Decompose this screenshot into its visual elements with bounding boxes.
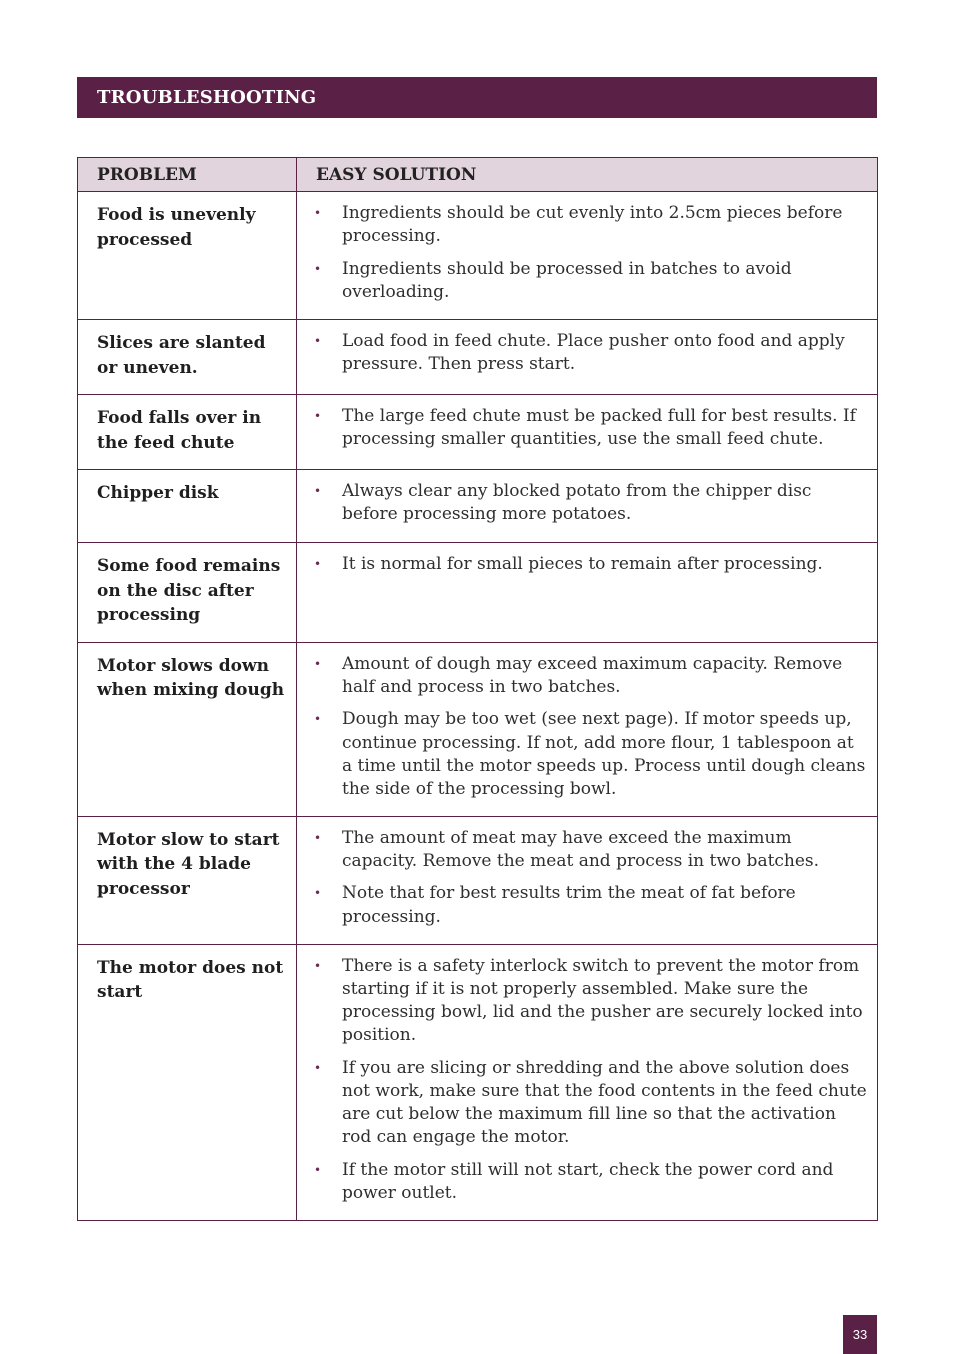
section-title: TROUBLESHOOTING [97, 87, 317, 108]
solution-cell [297, 192, 878, 320]
solution-item: • Note that for best results trim the meat of fat before processing. [314, 882, 869, 928]
table-row [78, 395, 878, 470]
solution-item: • It is normal for small pieces to remain after processing. [314, 553, 869, 576]
solution-cell [297, 320, 878, 395]
column-header-problem: PROBLEM [78, 158, 297, 192]
table-row [78, 192, 878, 320]
solution-cell [297, 816, 878, 944]
problem-cell: Chipper disk [78, 470, 297, 543]
table-row [78, 944, 878, 1220]
solution-list [314, 480, 869, 526]
column-header-solution: EASY SOLUTION [297, 158, 878, 192]
solution-list [314, 955, 869, 1206]
table-row [78, 642, 878, 816]
solution-item: • The large feed chute must be packed full for best results. If processing smaller quantities, use the small feed chute. [314, 405, 869, 451]
problem-cell: Motor slows down when mixing dough [78, 642, 297, 816]
solution-item: • Dough may be too wet (see next page). If motor speeds up, continue processing. If not, add more flour, 1 tablespoon at a time until the motor speeds up. Process until dough cleans the side of the processing bowl. [314, 708, 869, 801]
troubleshooting-table [77, 157, 878, 1221]
solution-list [314, 405, 869, 451]
solution-cell [297, 470, 878, 543]
solution-list [314, 827, 869, 929]
solution-list [314, 330, 869, 376]
problem-cell: Slices are slanted or uneven. [78, 320, 297, 395]
solution-item: • Amount of dough may exceed maximum capacity. Remove half and process in two batches. [314, 653, 869, 699]
table-row [78, 816, 878, 944]
solution-list [314, 202, 869, 304]
solution-cell [297, 642, 878, 816]
solution-item: • If the motor still will not start, check the power cord and power outlet. [314, 1159, 869, 1205]
solution-item: • Ingredients should be processed in batches to avoid overloading. [314, 258, 869, 304]
problem-cell: Food falls over in the feed chute [78, 395, 297, 470]
problem-cell: The motor does not start [78, 944, 297, 1220]
table-row [78, 320, 878, 395]
problem-cell: Food is unevenly processed [78, 192, 297, 320]
solution-item: • Load food in feed chute. Place pusher onto food and apply pressure. Then press start. [314, 330, 869, 376]
solution-item: • Ingredients should be cut evenly into 2.5cm pieces before processing. [314, 202, 869, 248]
table-row [78, 470, 878, 543]
solution-item: • If you are slicing or shredding and the above solution does not work, make sure that the food contents in the feed chute are cut below the maximum fill line so that the activation rod can engage the motor. [314, 1057, 869, 1150]
table-row [78, 543, 878, 643]
page-number: 33 [843, 1315, 877, 1354]
solution-cell [297, 944, 878, 1220]
solution-list [314, 653, 869, 802]
solution-item: • Always clear any blocked potato from the chipper disc before processing more potatoes. [314, 480, 869, 526]
solution-list [314, 553, 869, 576]
solution-cell [297, 395, 878, 470]
section-title-banner [77, 77, 877, 118]
solution-item: • The amount of meat may have exceed the maximum capacity. Remove the meat and process in two batches. [314, 827, 869, 873]
solution-item: • There is a safety interlock switch to prevent the motor from starting if it is not properly assembled. Make sure the processing bowl, lid and the pusher are securely locked into position. [314, 955, 869, 1048]
solution-cell [297, 543, 878, 643]
table-header-row [78, 158, 878, 192]
problem-cell: Some food remains on the disc after processing [78, 543, 297, 643]
problem-cell: Motor slow to start with the 4 blade processor [78, 816, 297, 944]
